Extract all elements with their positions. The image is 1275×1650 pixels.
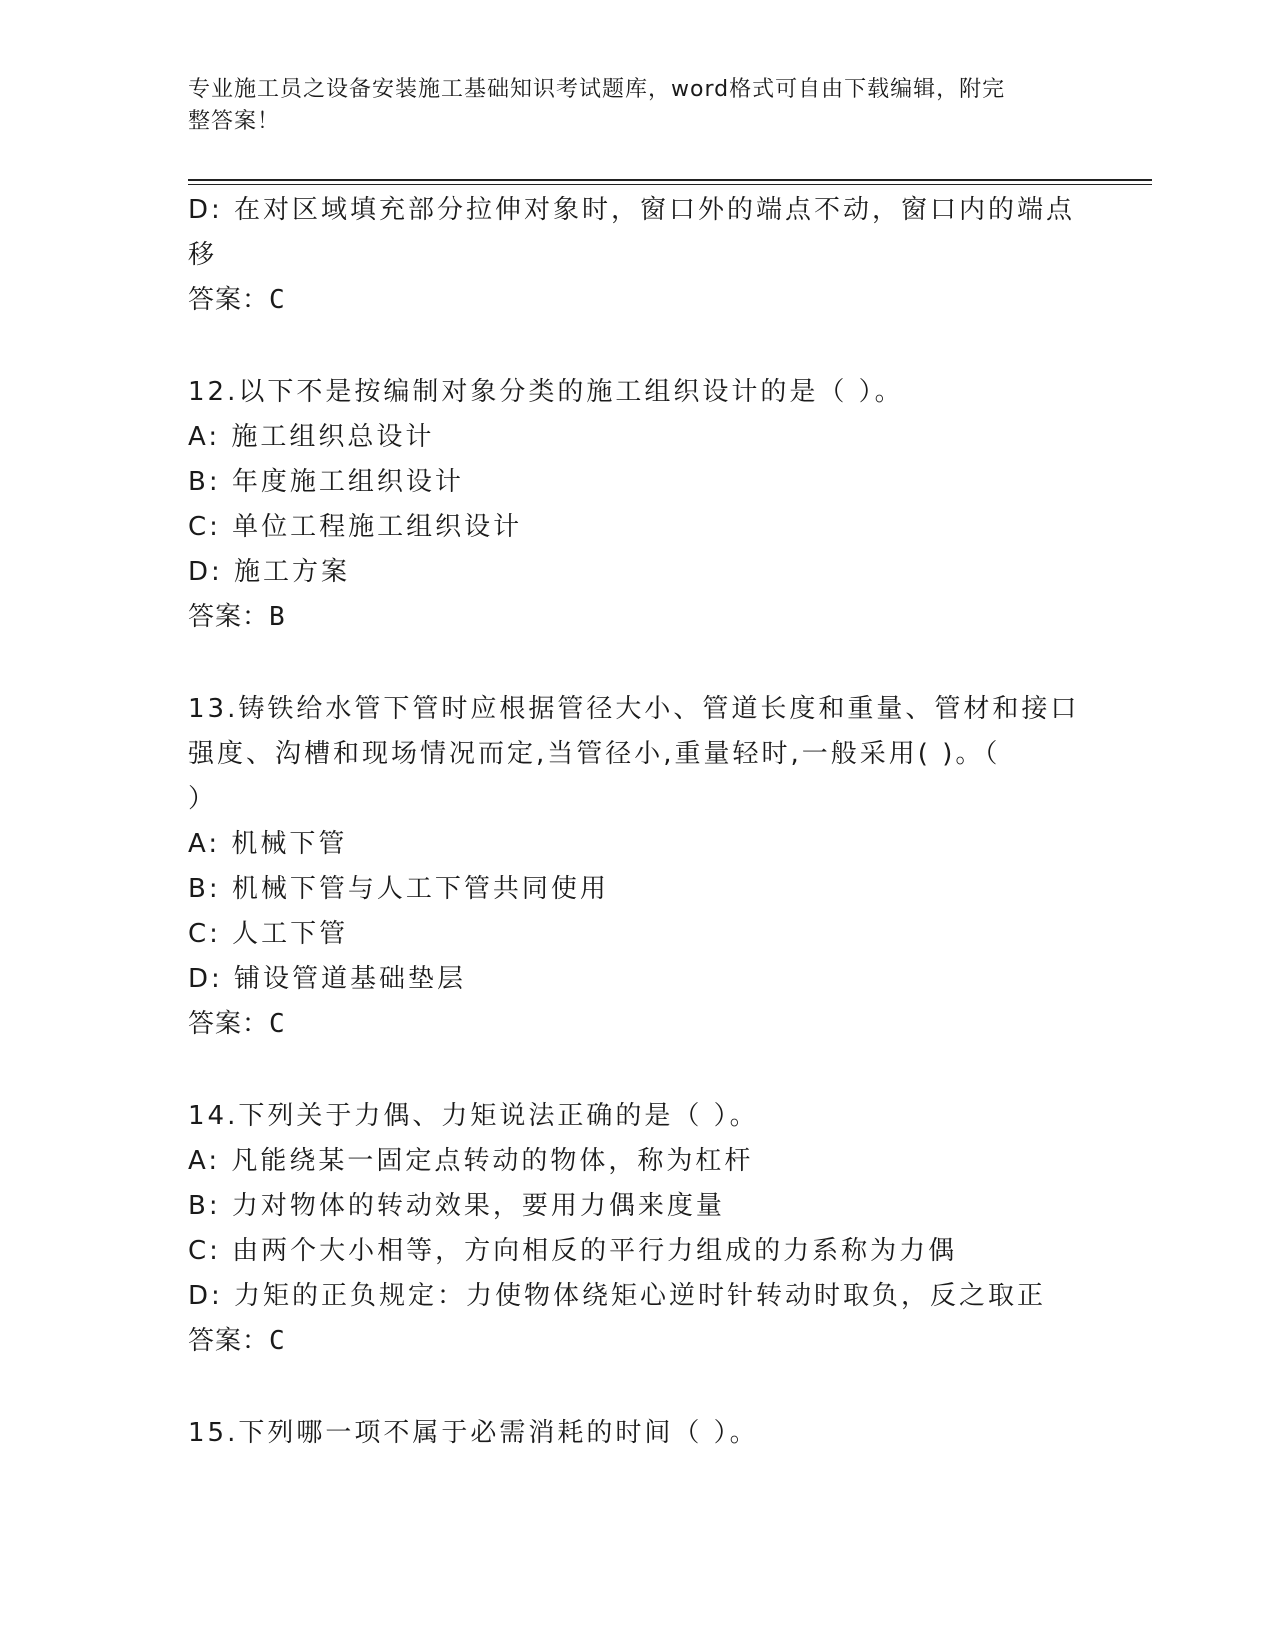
- question-text: 15.下列哪一项不属于必需消耗的时间（ ）。: [188, 1418, 759, 1448]
- question-text: 12.以下不是按编制对象分类的施工组织设计的是（ ）。: [188, 377, 904, 407]
- header-divider: [188, 179, 1152, 181]
- header-line-1: 专业施工员之设备安装施工基础知识考试题库，word格式可自由下载编辑，附完: [188, 77, 1006, 102]
- spacer: [188, 1364, 1088, 1411]
- question-13: [188, 687, 1088, 1047]
- question-text-continued: 强度、沟槽和现场情况而定,当管径小,重量轻时,一般采用( )。（: [188, 739, 1001, 769]
- spacer: [188, 640, 1088, 687]
- question-12: [188, 370, 1088, 640]
- answer: 答案：B: [188, 602, 286, 632]
- header-line-2: 整答案！: [188, 109, 281, 134]
- option-d: D: 力矩的正负规定：力使物体绕矩心逆时针转动时取负，反之取正: [188, 1281, 1047, 1311]
- spacer: [188, 1047, 1088, 1094]
- question-text: 14.下列关于力偶、力矩说法正确的是（ ）。: [188, 1101, 759, 1131]
- option-d: D: 在对区域填充部分拉伸对象时，窗口外的端点不动，窗口内的端点: [188, 195, 1076, 225]
- question-14: [188, 1094, 1088, 1364]
- option-a: A: 施工组织总设计: [188, 422, 435, 452]
- answer: 答案：C: [188, 1009, 286, 1039]
- answer: 答案：C: [188, 1326, 286, 1356]
- option-c: C: 人工下管: [188, 919, 349, 949]
- document-header: [188, 74, 1068, 138]
- question-text: 13.铸铁给水管下管时应根据管径大小、管道长度和重量、管材和接口: [188, 694, 1080, 724]
- option-c: C: 单位工程施工组织设计: [188, 512, 523, 542]
- question-11-tail: [188, 188, 1088, 323]
- question-15: [188, 1411, 1088, 1456]
- option-d: D: 施工方案: [188, 557, 351, 587]
- question-list: [188, 188, 1088, 1456]
- option-d-continued: 移: [188, 240, 218, 270]
- option-b: B: 机械下管与人工下管共同使用: [188, 874, 609, 904]
- spacer: [188, 323, 1088, 370]
- question-text-continued: ）: [188, 784, 218, 814]
- option-d: D: 铺设管道基础垫层: [188, 964, 467, 994]
- answer: 答案：C: [188, 285, 286, 315]
- header-divider-thin: [188, 184, 1152, 185]
- option-b: B: 年度施工组织设计: [188, 467, 464, 497]
- option-a: A: 凡能绕某一固定点转动的物体，称为杠杆: [188, 1146, 754, 1176]
- option-c: C: 由两个大小相等，方向相反的平行力组成的力系称为力偶: [188, 1236, 958, 1266]
- option-a: A: 机械下管: [188, 829, 348, 859]
- option-b: B: 力对物体的转动效果，要用力偶来度量: [188, 1191, 725, 1221]
